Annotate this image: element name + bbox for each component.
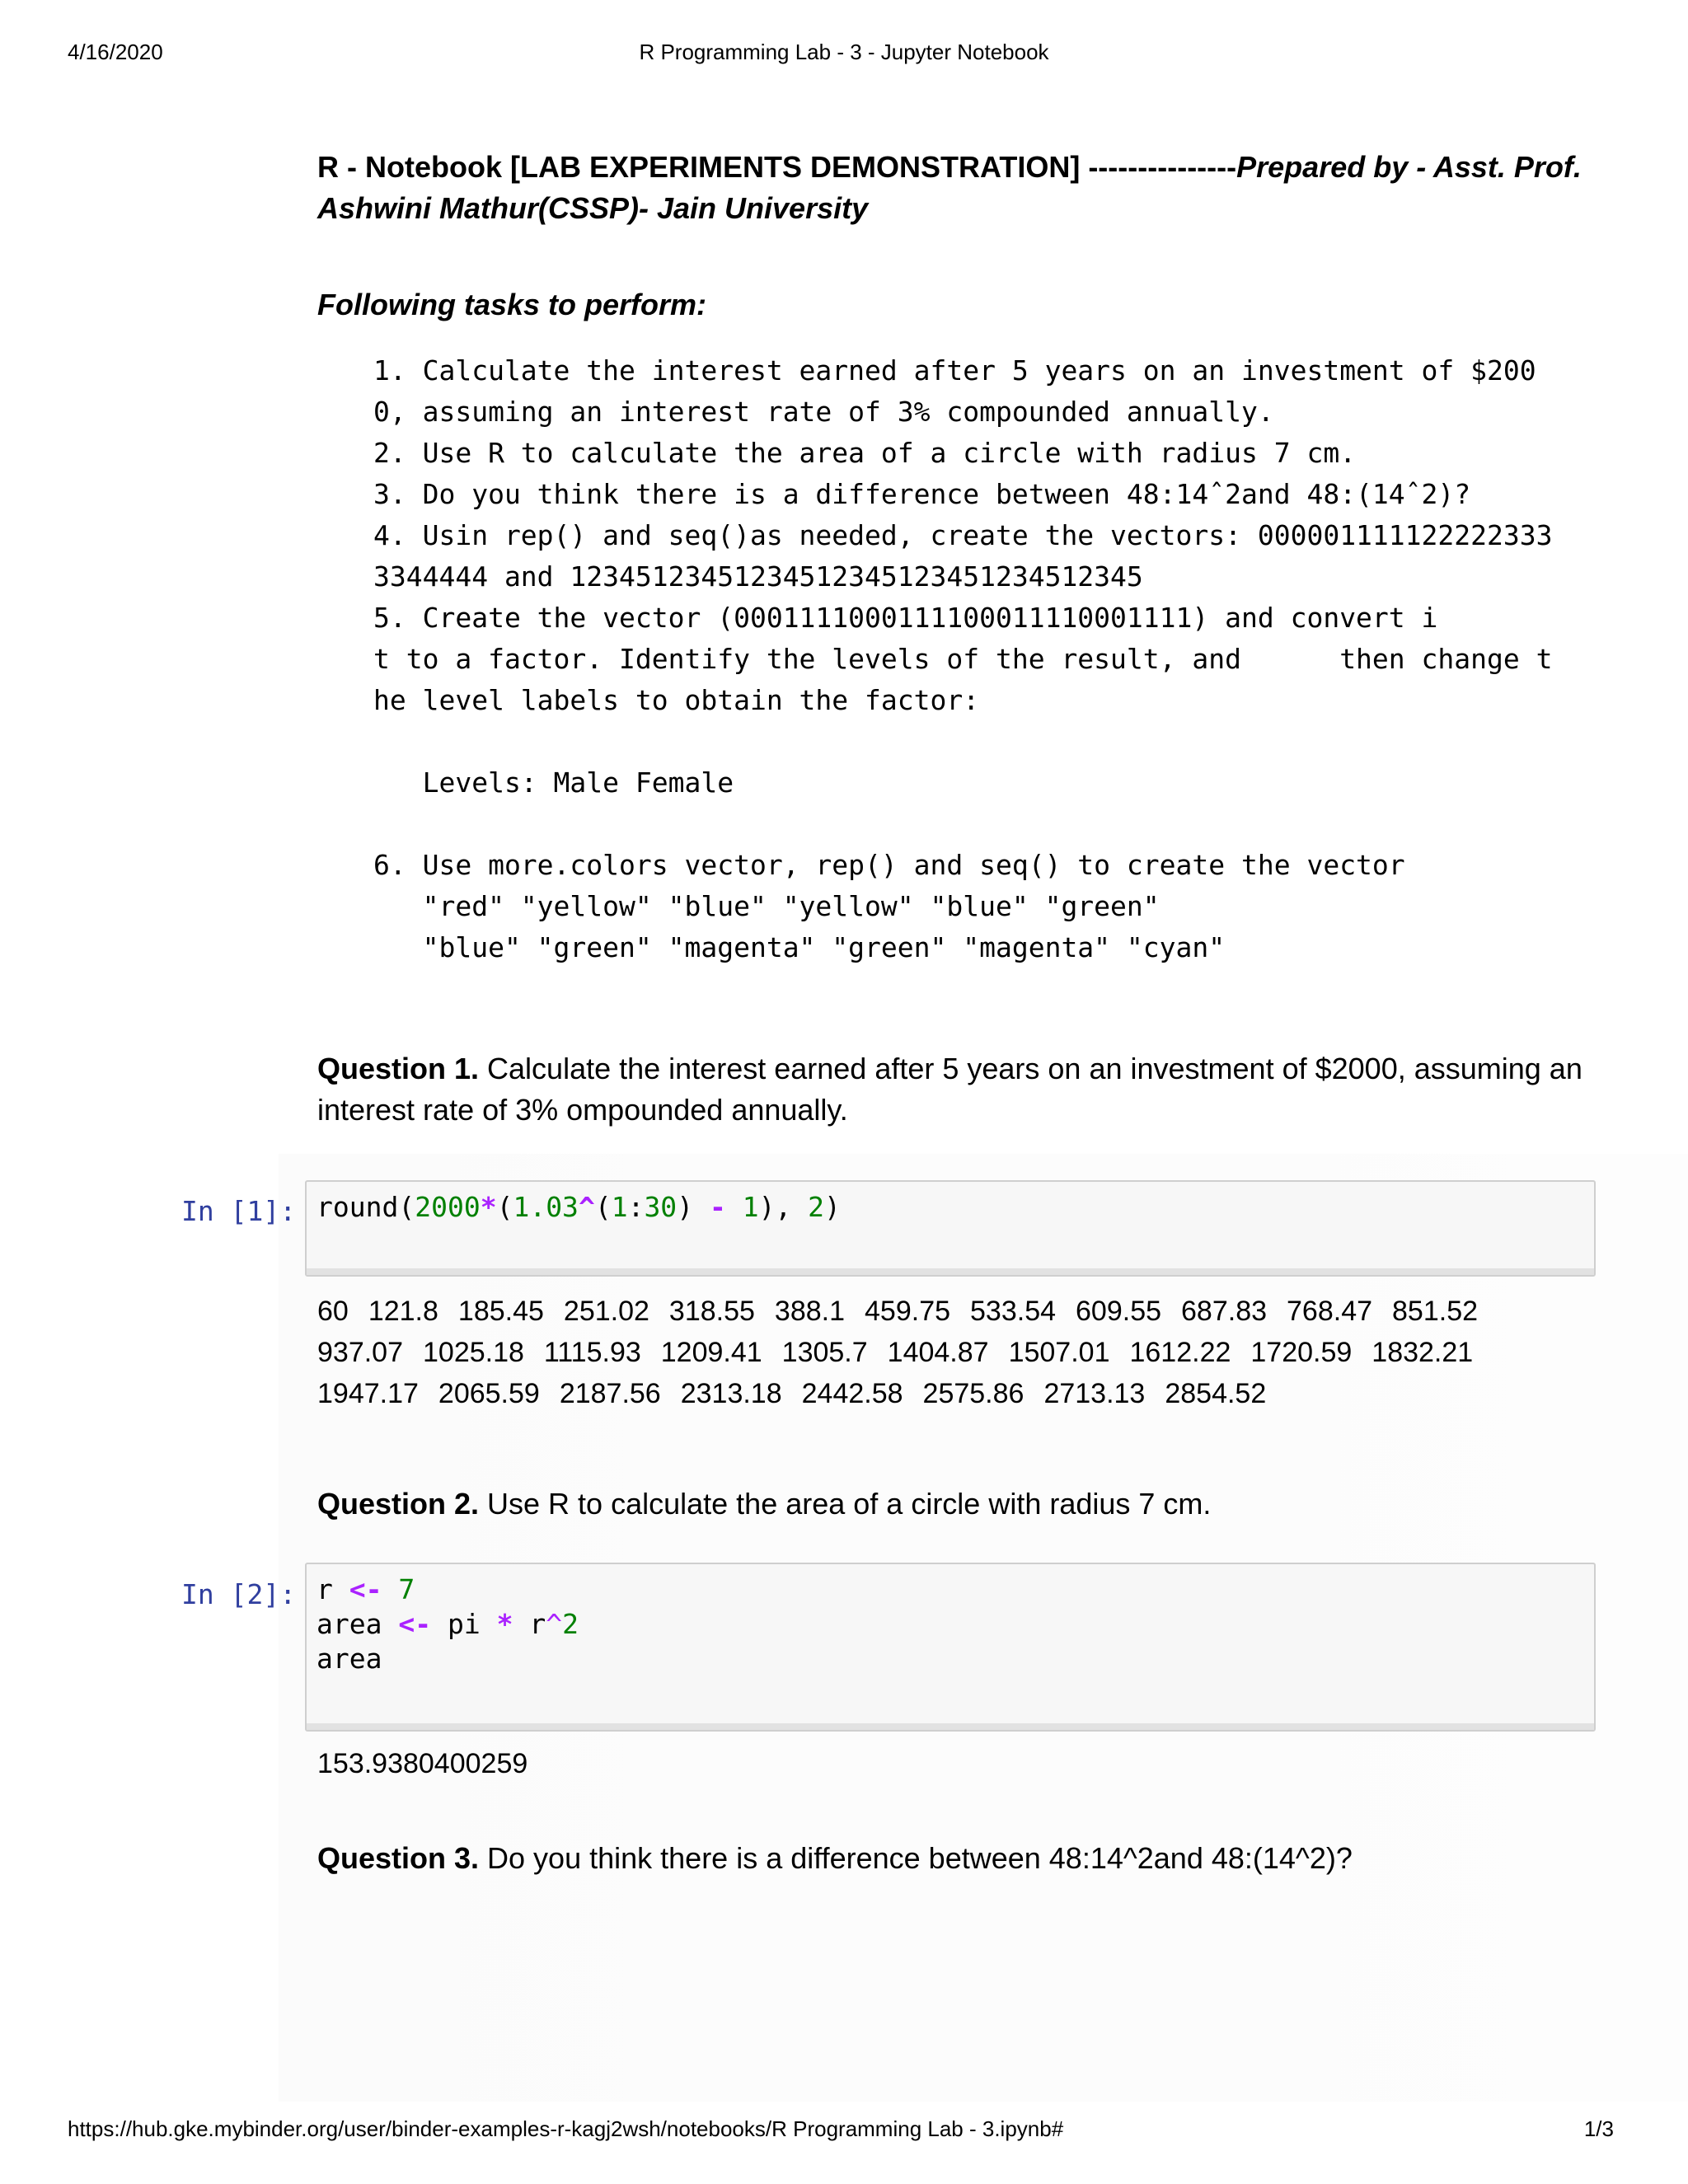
tasks-heading: Following tasks to perform: [317,288,707,321]
task-line: 3344444 and 12345123451234512345123451234512345 [373,560,1143,593]
title-author: Prepared by - Asst. Prof. Ashwini Mathur(CSSP)- Jain University [317,150,1582,225]
task-line: "blue" "green" "magenta" "green" "magenta" "cyan" [373,931,1226,963]
output-value: 318.55 [668,1296,755,1327]
code-cell-2[interactable] [305,1563,1596,1732]
output-value: 1404.87 [887,1337,989,1368]
print-header [0,40,1688,73]
question-2 [317,1483,1587,1525]
task-line: 2. Use R to calculate the area of a circle with radius 7 cm. [373,437,1357,469]
output-row [317,1332,1587,1373]
output-2: 153.9380400259 [317,1748,528,1779]
print-date: 4/16/2020 [68,40,163,64]
output-value: 2065.59 [438,1378,540,1409]
output-value: 1612.22 [1129,1337,1231,1368]
output-value: 1115.93 [543,1337,641,1368]
output-row [317,1291,1587,1332]
output-value: 388.1 [774,1296,846,1327]
output-value: 2313.18 [680,1378,782,1409]
output-value: 1305.7 [781,1337,868,1368]
task-line: 5. Create the vector (0001111000111100011110001111) and convert i [373,602,1438,634]
task-line: 6. Use more.colors vector, rep() and seq() to create the vector [373,849,1405,881]
code-cell-1-scrollbar[interactable] [307,1268,1594,1275]
question-3 [317,1838,1587,1879]
question-1-text: Calculate the interest earned after 5 years on an investment of $2000, assuming an interest rate of 3% ompounded annually. [317,1052,1582,1127]
output-value: 1025.18 [423,1337,524,1368]
task-line: 3. Do you think there is a difference between 48:14ˆ2and 48:(14ˆ2)? [373,478,1471,510]
output-value: 1832.21 [1372,1337,1474,1368]
output-row [317,1373,1587,1414]
code-cell-2-source[interactable]: r <- 7 area <- pi * r^2 area [316,1573,579,1675]
output-1 [317,1291,1587,1414]
output-value: 609.55 [1076,1296,1162,1327]
task-line: 0, assuming an interest rate of 3% compounded annually. [373,396,1274,428]
output-value: 1720.59 [1250,1337,1353,1368]
task-line [373,804,1552,845]
question-3-text: Do you think there is a difference between 48:14^2and 48:(14^2)? [479,1841,1353,1875]
title-main: R - Notebook [LAB EXPERIMENTS DEMONSTRATION] --------------- [317,150,1237,184]
task-line [373,721,1552,762]
task-list [373,350,1552,968]
output-value: 1507.01 [1008,1337,1110,1368]
question-1 [317,1048,1587,1131]
task-line: he level labels to obtain the factor: [373,684,980,716]
output-value: 1209.41 [660,1337,762,1368]
output-value: 2187.56 [559,1378,661,1409]
task-line: t to a factor. Identify the levels of the result, and then change t [373,643,1553,675]
code-cell-2-scrollbar[interactable] [307,1723,1594,1730]
output-value: 2713.13 [1043,1378,1146,1409]
output-value: 937.07 [317,1337,403,1368]
notebook-title [317,147,1603,229]
output-value: 851.52 [1392,1296,1479,1327]
output-value: 2442.58 [801,1378,903,1409]
output-value: 2575.86 [922,1378,1025,1409]
input-prompt-2: In [2]: [181,1578,297,1610]
question-3-label: Question 3. [317,1841,480,1875]
question-2-text: Use R to calculate the area of a circle with radius 7 cm. [479,1487,1212,1521]
question-1-label: Question 1. [317,1052,480,1085]
task-line: 1. Calculate the interest earned after 5 years on an investment of $200 [373,354,1536,387]
print-title: R Programming Lab - 3 - Jupyter Notebook [639,40,1049,64]
task-line: Levels: Male Female [373,766,734,799]
output-value: 60 [317,1296,349,1327]
print-footer [0,2116,1688,2149]
output-value: 768.47 [1287,1296,1373,1327]
page-number: 1/3 [1583,2116,1614,2141]
task-line: 4. Usin rep() and seq()as needed, create the vectors: 000001111122222333 [373,519,1553,551]
output-value: 1947.17 [317,1378,419,1409]
output-value: 687.83 [1181,1296,1268,1327]
code-cell-1-source[interactable]: round(2000*(1.03^(1:30) - 1), 2) [316,1191,841,1223]
output-value: 459.75 [865,1296,951,1327]
question-2-label: Question 2. [317,1487,480,1521]
output-value: 185.45 [457,1296,544,1327]
code-cell-1[interactable] [305,1180,1596,1277]
output-value: 533.54 [970,1296,1057,1327]
output-value: 121.8 [368,1296,438,1327]
print-url: https://hub.gke.mybinder.org/user/binder-examples-r-kagj2wsh/notebooks/R Programming Lab - 3.ipynb# [68,2116,1064,2141]
task-line: "red" "yellow" "blue" "yellow" "blue" "green" [373,890,1160,922]
input-prompt-1: In [1]: [181,1195,297,1227]
output-value: 251.02 [563,1296,649,1327]
output-value: 2854.52 [1165,1378,1267,1409]
